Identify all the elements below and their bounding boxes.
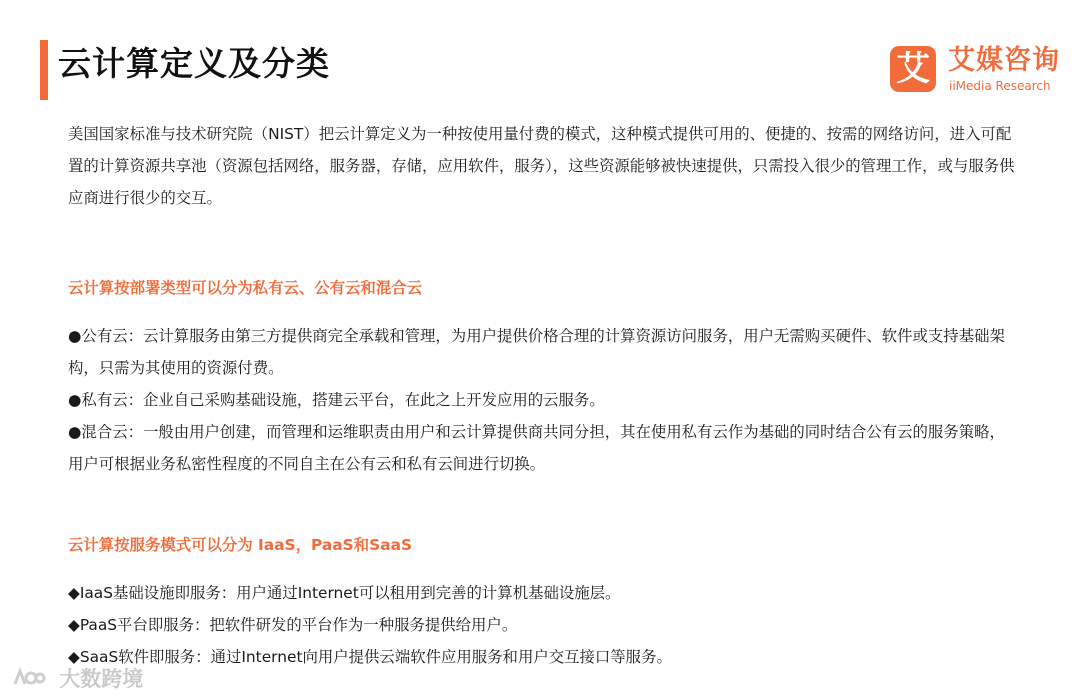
logo-english-name: iiMedia Research: [949, 79, 1051, 93]
deployment-section: [68, 257, 1018, 480]
title-accent-bar: [40, 40, 48, 100]
deployment-item-hybrid-cloud: ●混合云：一般由用户创建，而管理和运维职责由用户和云计算提供商共同分担，其在使用私有云作为基础的同时结合公有云的服务策略，用户可根据业务私密性程度的不同自主在公有云和私有云间进行切换。: [68, 422, 1005, 473]
watermark: [12, 664, 143, 694]
service-model-item-paas: ◆PaaS平台即服务：把软件研发的平台作为一种服务提供给用户。: [68, 615, 518, 634]
service-model-item-iaas: ◆IaaS基础设施即服务：用户通过Internet可以租用到完善的计算机基础设施层。: [68, 583, 621, 602]
deployment-item-private-cloud: ●私有云：企业自己采购基础设施，搭建云平台，在此之上开发应用的云服务。: [68, 390, 605, 409]
watermark-logo-icon: [12, 666, 46, 690]
page-title: 云计算定义及分类: [58, 44, 330, 83]
deployment-section-title: 云计算按部署类型可以分为私有云、公有云和混合云: [68, 279, 422, 298]
service-model-section-title: 云计算按服务模式可以分为 IaaS，PaaS和SaaS: [68, 536, 413, 555]
service-model-item-saas: ◆SaaS软件即服务：通过Internet向用户提供云端软件应用服务和用户交互接口等服务。: [68, 647, 672, 666]
logo-mark: 艾: [890, 46, 936, 92]
watermark-text: 大数跨境: [59, 667, 144, 691]
logo-chinese-name: 艾媒咨询: [948, 45, 1060, 76]
service-model-section: [68, 514, 1018, 673]
brand-logo: [890, 46, 1065, 98]
deployment-item-public-cloud: ●公有云：云计算服务由第三方提供商完全承载和管理，为用户提供价格合理的计算资源访问服务，用户无需购买硬件、软件或支持基础架构，只需为其使用的资源付费。: [68, 326, 1005, 377]
intro-paragraph: 美国国家标准与技术研究院（NIST）把云计算定义为一种按使用量付费的模式，这种模式提供可用的、便捷的、按需的网络访问，进入可配置的计算资源共享池（资源包括网络，服务器，存储，应用软件，服务），这些资源能够被快速提供，只需投入很少的管理工作，或与服务供应商进行很少的交互。: [68, 125, 1015, 207]
intro-section: [68, 118, 1018, 214]
